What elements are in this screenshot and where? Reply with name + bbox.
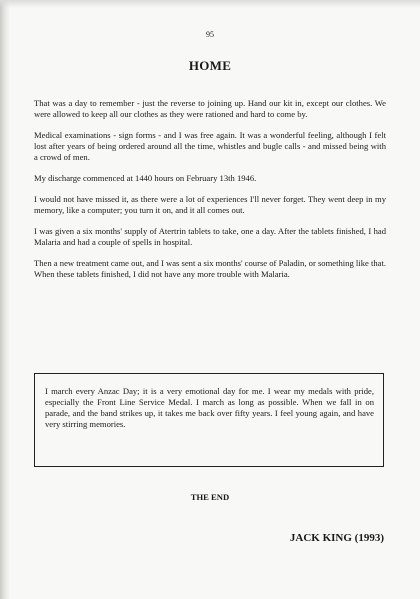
body-text: [34, 98, 386, 290]
page-title: HOME: [188, 58, 232, 73]
page-number: 95: [206, 30, 214, 39]
paragraph: Then a new treatment came out, and I was sent a six months' course of Paladin, or something like that. When these tablets finished, I did not have any more trouble with Malaria.: [34, 258, 386, 279]
page-binding-shadow: [0, 0, 10, 599]
paragraph: I would not have missed it, as there were a lot of experiences I'll never forget. They went deep in my memory, like a computer; you turn it on, and it all comes out.: [34, 194, 386, 215]
paragraph: My discharge commenced at 1440 hours on February 13th 1946.: [34, 173, 257, 183]
paragraph: That was a day to remember - just the reverse to joining up. Hand our kit in, except our clothes. We were allowed to keep all our clothes as they were rationed and hard to come by.: [34, 98, 386, 119]
quote-text: I march every Anzac Day; it is a very emotional day for me. I wear my medals with pride, especially the Front Line Service Medal. I march as long as possible. When we fall in on parade, and the band strikes up, it takes me back over fifty years. I feel young again, and have very stirring memories.: [45, 386, 374, 429]
page-top-shadow: [0, 0, 420, 8]
paragraph: I was given a six months' supply of Atertrin tablets to take, one a day. After the tablets finished, I had Malaria and had a couple of spells in hospital.: [34, 226, 386, 247]
the-end-label: THE END: [190, 492, 230, 502]
author-signature: JACK KING (1993): [289, 532, 384, 544]
quote-box: [34, 373, 384, 467]
paragraph: Medical examinations - sign forms - and I was free again. It was a wonderful feeling, although I felt lost after years of being ordered around all the time, whistles and bugle calls - and missed being with a crowd of men.: [34, 130, 386, 162]
